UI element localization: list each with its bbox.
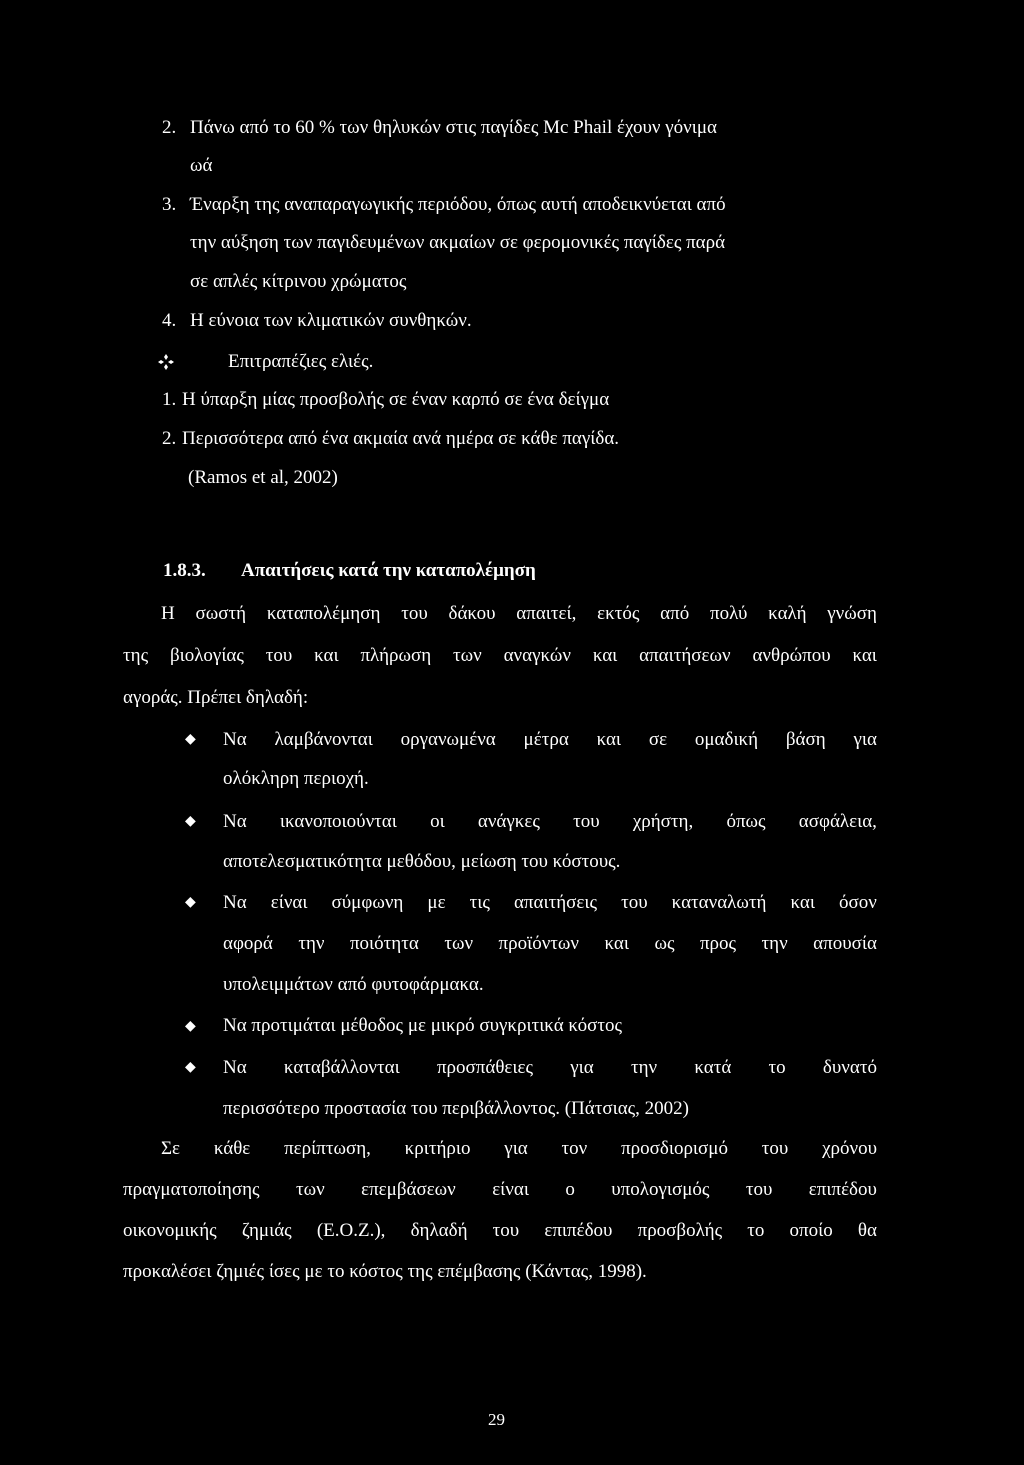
word: προσβολής — [637, 1220, 723, 1241]
word: καταβάλλονται — [283, 1057, 400, 1078]
word: όπως — [726, 811, 766, 832]
word: του — [401, 603, 428, 624]
table-olives-label: Επιτραπέζιες ελιές. — [228, 351, 374, 372]
word: και — [314, 645, 339, 666]
word: προϊόντων — [498, 933, 580, 954]
word: δάκου — [448, 603, 496, 624]
word: αναγκών — [503, 645, 571, 666]
bullet-line: αποτελεσματικότητα μεθόδου, μείωση του κόστους. — [223, 851, 621, 872]
word: κατά — [694, 1057, 732, 1078]
word: Να — [223, 729, 247, 750]
list-item-text: σε απλές κίτρινου χρώματος — [190, 271, 407, 292]
list-number: 3. — [162, 194, 177, 215]
word: επεμβάσεων — [361, 1179, 456, 1200]
diamond-bullet-icon: ◆ — [185, 1059, 196, 1075]
word: το — [747, 1220, 765, 1241]
paragraph-line — [161, 1139, 877, 1158]
list-item-text: Έναρξη της αναπαραγωγικής περιόδου, όπως αυτή αποδεικνύεται από — [190, 194, 726, 215]
bullet-line — [223, 1058, 877, 1077]
word: γνώση — [827, 603, 877, 624]
page-number: 29 — [488, 1410, 505, 1429]
diamond-bullet-icon: ◆ — [185, 731, 196, 747]
word: την — [298, 933, 325, 954]
list-number: 1. — [162, 389, 177, 410]
bullet-line: περισσότερο προστασία του περιβάλλοντος. (Πάτσιας, 2002) — [223, 1098, 690, 1119]
list-item-text: Η ύπαρξη μίας προσβολής σε έναν καρπό σε ένα δείγμα — [182, 389, 610, 410]
word: κάθε — [213, 1138, 251, 1159]
word: βάση — [785, 729, 826, 750]
word: σε — [648, 729, 668, 750]
word: σύμφωνη — [331, 892, 404, 913]
word: ανάγκες — [477, 811, 540, 832]
word: ασφάλεια, — [798, 811, 877, 832]
word: είναι — [270, 892, 308, 913]
bullet-line — [223, 934, 877, 953]
word: επιπέδου — [544, 1220, 613, 1241]
word: πολύ — [710, 603, 748, 624]
list-item-text: Η εύνοια των κλιματικών συνθηκών. — [190, 310, 472, 331]
word: περίπτωση, — [284, 1138, 371, 1159]
section-number: 1.8.3. — [163, 560, 206, 581]
word: επιπέδου — [808, 1179, 877, 1200]
word: τον — [561, 1138, 588, 1159]
word: των — [295, 1179, 325, 1200]
paragraph-line — [123, 1180, 877, 1199]
list-number: 4. — [162, 310, 177, 331]
word: όσον — [839, 892, 877, 913]
word: της — [123, 645, 149, 666]
word: και — [592, 645, 618, 666]
word: το — [768, 1057, 786, 1078]
word: του — [492, 1220, 520, 1241]
word: με — [427, 892, 446, 913]
word: χρήστη, — [632, 811, 694, 832]
word: απαιτήσεις — [513, 892, 598, 913]
word: ως — [654, 933, 675, 954]
word: καταναλωτή — [671, 892, 767, 913]
word: Σε — [161, 1138, 181, 1159]
paragraph-line: προκαλέσει ζημιές ίσες με το κόστος της επέμβασης (Κάντας, 1998). — [123, 1261, 647, 1282]
word: ικανοποιούνται — [279, 811, 397, 832]
word: καταπολέμηση — [266, 603, 381, 624]
word: την — [630, 1057, 658, 1078]
citation: (Ramos et al, 2002) — [188, 467, 338, 488]
word: και — [604, 933, 629, 954]
word: και — [852, 645, 877, 666]
word: Να — [223, 1057, 247, 1078]
paragraph-line — [123, 1221, 877, 1240]
word: εκτός — [597, 603, 640, 624]
word: σωστή — [195, 603, 247, 624]
list-number: 2. — [162, 428, 177, 449]
word: Η — [161, 603, 175, 624]
word: απαιτήσεων — [639, 645, 731, 666]
word: οποίο — [789, 1220, 833, 1241]
list-item-text: ωά — [190, 155, 213, 176]
word: για — [504, 1138, 528, 1159]
word: του — [761, 1138, 789, 1159]
word: κριτήριο — [404, 1138, 471, 1159]
word: για — [570, 1057, 594, 1078]
word: για — [853, 729, 877, 750]
word: από — [660, 603, 690, 624]
paragraph-line — [123, 646, 877, 665]
word: μέτρα — [523, 729, 569, 750]
word: ανθρώπου — [752, 645, 831, 666]
word: αφορά — [223, 933, 273, 954]
bullet-line: Να προτιμάται μέθοδος με μικρό συγκριτικά κόστος — [223, 1015, 622, 1036]
word: προσδιορισμό — [621, 1138, 728, 1159]
word: καλή — [768, 603, 807, 624]
word: των — [444, 933, 474, 954]
paragraph-line — [161, 604, 877, 623]
word: προσπάθειες — [436, 1057, 534, 1078]
word: των — [453, 645, 482, 666]
word: του — [573, 811, 600, 832]
word: λαμβάνονται — [274, 729, 373, 750]
word: πλήρωση — [360, 645, 432, 666]
word: χρόνου — [822, 1138, 877, 1159]
word: του — [265, 645, 293, 666]
word: τις — [469, 892, 490, 913]
diamond-bullet-icon: ◆ — [185, 813, 196, 829]
word: Να — [223, 811, 247, 832]
word: ομαδική — [694, 729, 759, 750]
word: του — [745, 1179, 773, 1200]
word: ποιότητα — [349, 933, 419, 954]
list-item-text: την αύξηση των παγιδευμένων ακμαίων σε φερομονικές παγίδες παρά — [190, 232, 726, 253]
word: και — [790, 892, 815, 913]
diamond-bullet-icon: ◆ — [185, 1018, 196, 1034]
list-item-text: Περισσότερα από ένα ακμαία ανά ημέρα σε κάθε παγίδα. — [182, 428, 620, 449]
list-number: 2. — [162, 117, 177, 138]
word: Να — [223, 892, 247, 913]
bullet-line — [223, 812, 877, 831]
word: οργανωμένα — [400, 729, 496, 750]
word: θα — [857, 1220, 877, 1241]
word: δηλαδή — [410, 1220, 468, 1241]
word: βιολογίας — [169, 645, 244, 666]
word: απαιτεί, — [516, 603, 577, 624]
section-title: Απαιτήσεις κατά την καταπολέμηση — [241, 560, 536, 581]
word: ο — [565, 1179, 575, 1200]
word: οι — [430, 811, 445, 832]
list-item-text: Πάνω από το 60 % των θηλυκών στις παγίδες Mc Phail έχουν γόνιμα — [190, 117, 717, 138]
word: ζημιάς — [241, 1220, 292, 1241]
four-diamond-star-icon — [158, 354, 174, 370]
bullet-line: ολόκληρη περιοχή. — [223, 768, 369, 789]
word: υπολογισμός — [611, 1179, 710, 1200]
word: απουσία — [813, 933, 877, 954]
paragraph-line: αγοράς. Πρέπει δηλαδή: — [123, 687, 309, 708]
word: την — [761, 933, 788, 954]
word: δυνατό — [822, 1057, 877, 1078]
word: προς — [699, 933, 737, 954]
word: (Ε.Ο.Ζ.), — [316, 1220, 386, 1241]
word: οικονομικής — [123, 1220, 217, 1241]
bullet-line: υπολειμμάτων από φυτοφάρμακα. — [223, 974, 484, 995]
bullet-line — [223, 893, 877, 912]
word: πραγματοποίησης — [123, 1179, 260, 1200]
bullet-line — [223, 730, 877, 749]
word: και — [596, 729, 622, 750]
word: είναι — [492, 1179, 529, 1200]
word: του — [621, 892, 648, 913]
diamond-bullet-icon: ◆ — [185, 894, 196, 910]
